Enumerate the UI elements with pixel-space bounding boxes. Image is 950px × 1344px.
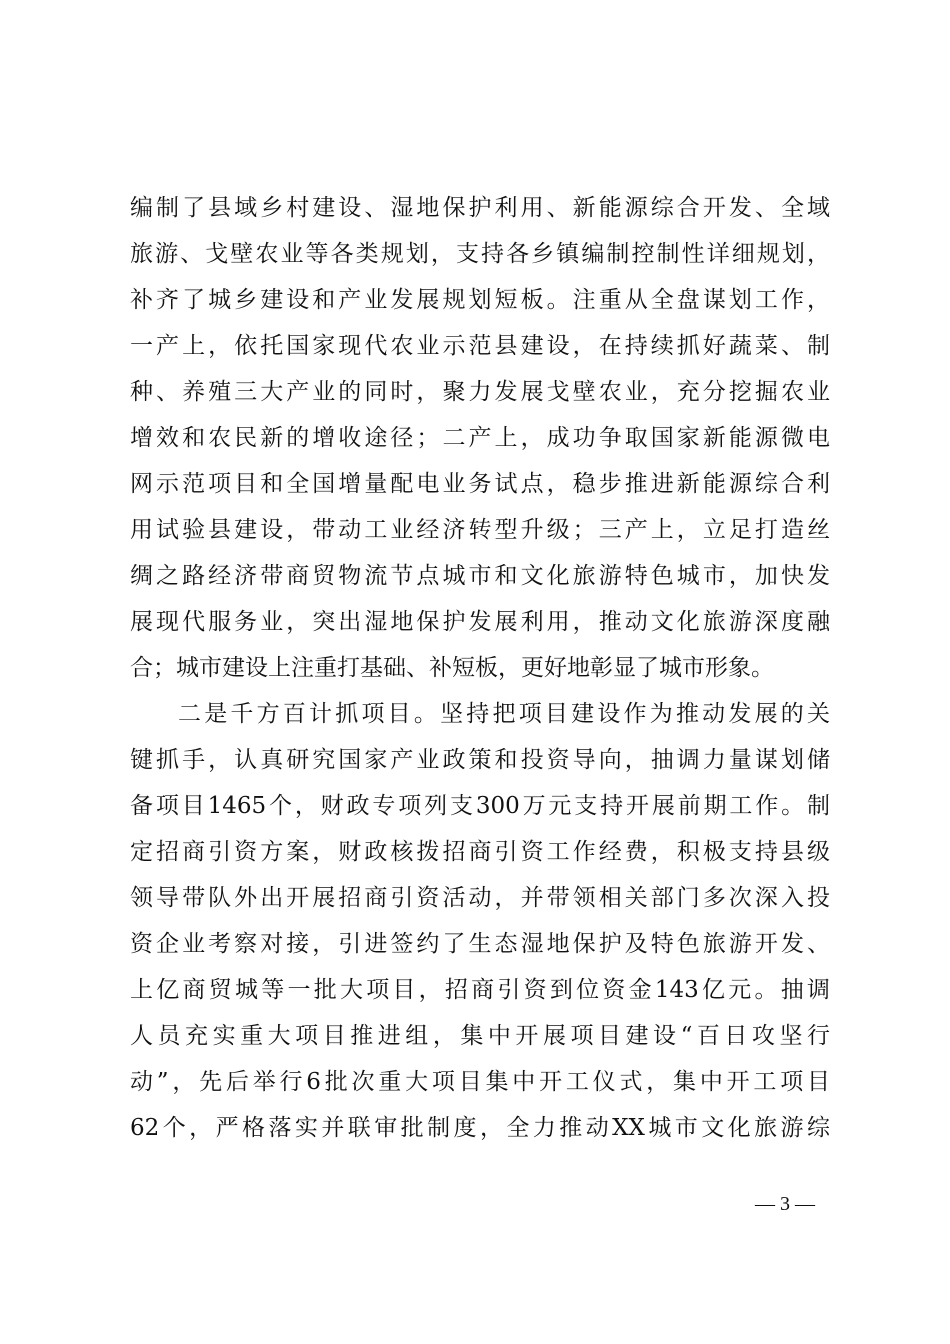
text-line: 种、养殖三大产业的同时，聚力发展戈壁农业，充分挖掘农业 (130, 379, 830, 405)
text-line: 62个，严格落实并联审批制度，全力推动XX城市文化旅游综 (130, 1115, 830, 1141)
body-text (130, 185, 830, 1151)
text-line: 动”，先后举行6批次重大项目集中开工仪式，集中开工项目 (130, 1069, 830, 1095)
text-line: 一产上，依托国家现代农业示范县建设，在持续抓好蔬菜、制 (130, 333, 830, 359)
text-line: 合；城市建设上注重打基础、补短板，更好地彰显了城市形象。 (130, 655, 774, 681)
text-line: 编制了县域乡村建设、湿地保护利用、新能源综合开发、全域 (130, 195, 830, 221)
text-line: 用试验县建设，带动工业经济转型升级；三产上，立足打造丝 (130, 517, 830, 543)
paragraph-start-line: 二是千方百计抓项目。坚持把项目建设作为推动发展的关 (178, 701, 830, 727)
text-line: 网示范项目和全国增量配电业务试点，稳步推进新能源综合利 (130, 471, 830, 497)
text-line: 资企业考察对接，引进签约了生态湿地保护及特色旅游开发、 (130, 931, 830, 957)
text-line: 增效和农民新的增收途径；二产上，成功争取国家新能源微电 (130, 425, 830, 451)
text-line: 领导带队外出开展招商引资活动，并带领相关部门多次深入投 (130, 885, 830, 911)
text-line: 键抓手，认真研究国家产业政策和投资导向，抽调力量谋划储 (130, 747, 830, 773)
text-line: 人员充实重大项目推进组，集中开展项目建设“百日攻坚行 (130, 1023, 830, 1049)
text-line: 补齐了城乡建设和产业发展规划短板。注重从全盘谋划工作， (130, 287, 830, 313)
text-line: 旅游、戈壁农业等各类规划，支持各乡镇编制控制性详细规划， (130, 241, 830, 267)
text-line: 定招商引资方案，财政核拨招商引资工作经费，积极支持县级 (130, 839, 830, 865)
text-line: 展现代服务业，突出湿地保护发展利用，推动文化旅游深度融 (130, 609, 830, 635)
text-line: 上亿商贸城等一批大项目，招商引资到位资金143亿元。抽调 (130, 977, 830, 1003)
text-line: 备项目1465个，财政专项列支300万元支持开展前期工作。制 (130, 793, 830, 819)
text-line: 绸之路经济带商贸物流节点城市和文化旅游特色城市，加快发 (130, 563, 830, 589)
page-number: — 3 — (755, 1193, 815, 1215)
